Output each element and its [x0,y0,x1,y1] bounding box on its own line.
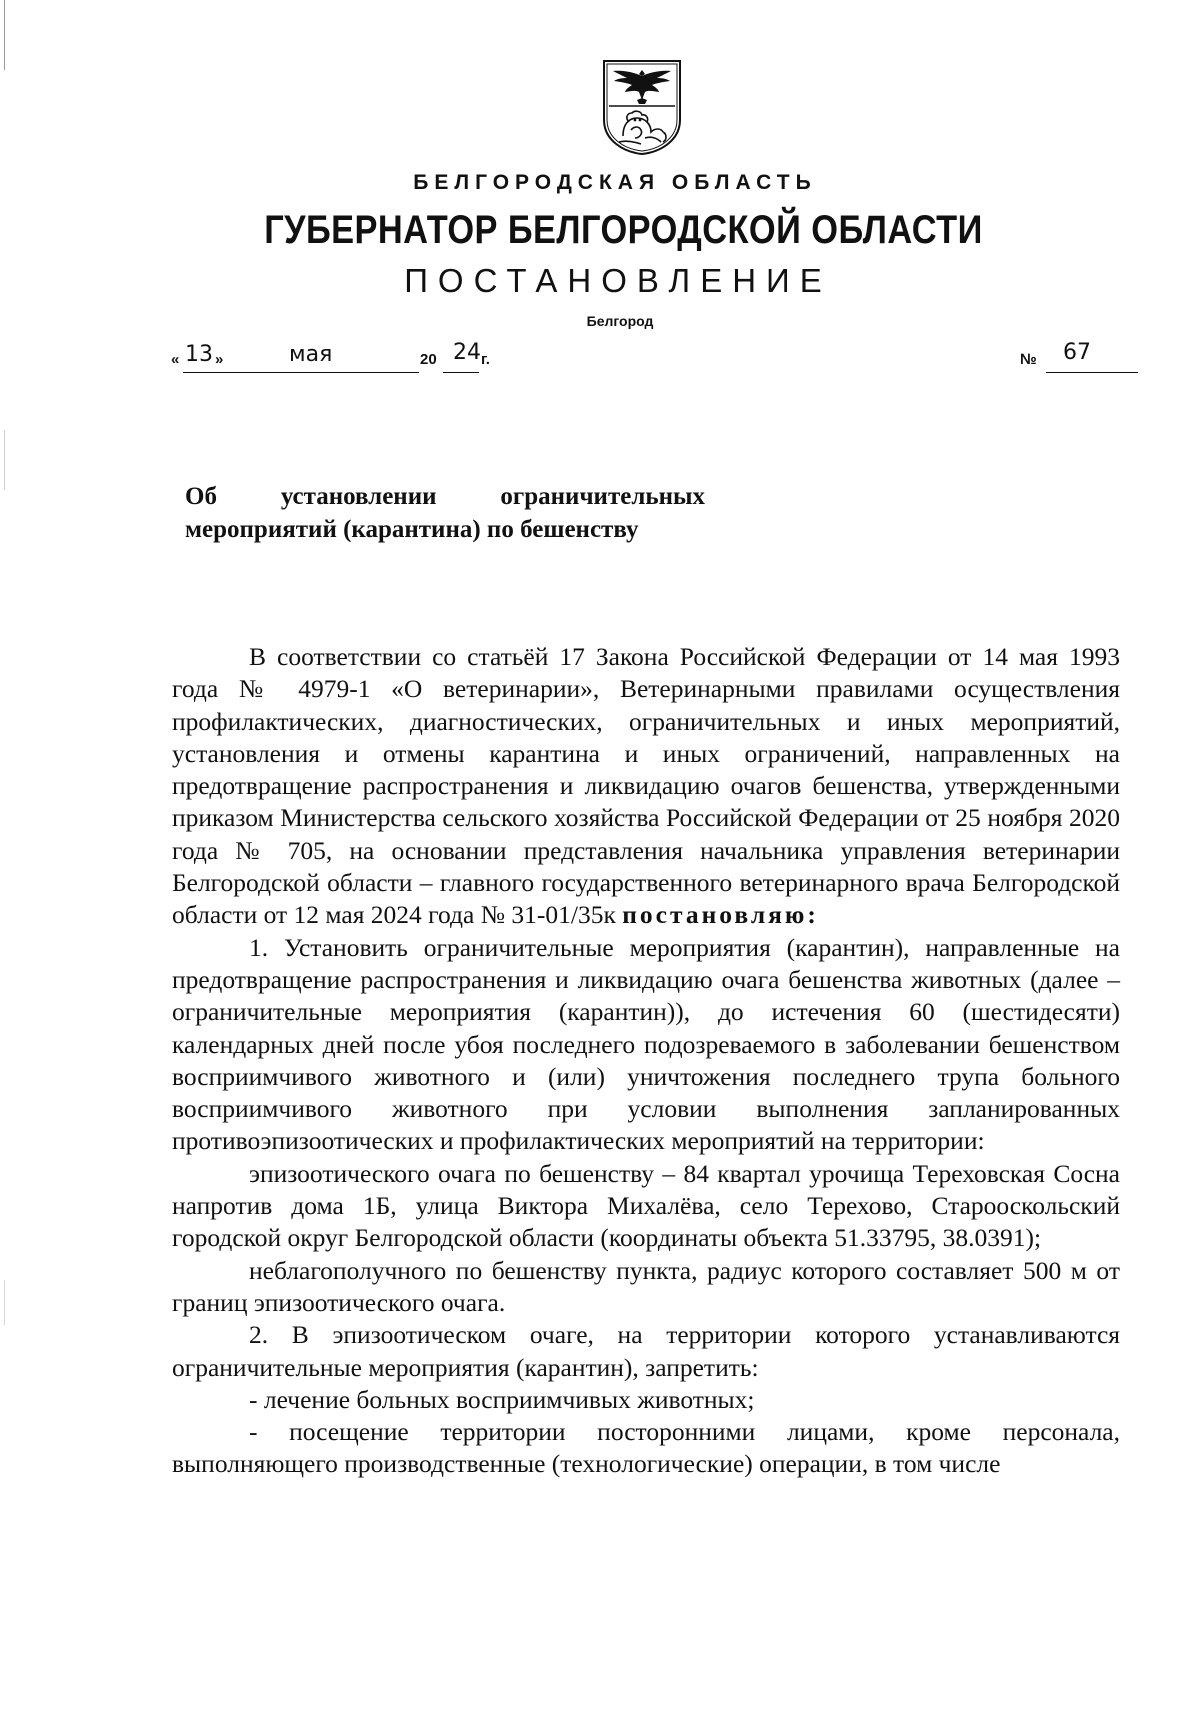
document-body [172,641,1120,1481]
prohibition-item: - посещение территории посторонними лицами, кроме персонала, выполняющего производственные (технологические) операции, в том числе [172,1417,1120,1479]
affected-area-paragraph: неблагополучного по бешенству пункта, радиус которого составляет 500 м от границ эпизоотического очага. [172,1255,1120,1317]
document-number: 67 [1063,340,1091,365]
date-year-prefix: 20 [420,351,437,368]
clause-1-paragraph: 1. Установить ограничительные мероприятия (карантин), направленные на предотвращение распространения и ликвидацию очага бешенства животных (далее – ограничительные мероприятия (карантин)), до истечения 60 (шестидесяти) календарных дней после убоя последнего подозреваемого в заболевании бешенством восприимчивого животного и (или) уничтожения последнего трупа больного восприимчивого животного при условии выполнения запланированных противоэпизоотических и профилактических мероприятий на территории: [172,932,1120,1156]
year-underline [443,372,479,373]
title-word: ограничительных [500,483,705,510]
title-line-2: мероприятий (карантина) по бешенству [185,516,639,543]
title-line-1 [185,480,705,513]
number-label: № [1020,351,1037,368]
region-name: БЕЛГОРОДСКАЯ ОБЛАСТЬ [413,171,817,194]
coat-of-arms-icon [601,58,683,156]
day-underline [183,372,247,373]
date-day: 13 [185,342,213,367]
month-underline [247,372,419,373]
preamble-text: В соответствии со статьёй 17 Закона Российской Федерации от 14 мая 1993 года № 4979-1 «О ветеринарии», Ветеринарными правилами осуществления профилактических, диагностических, ограничительных и иных мероприятий, установления и отмены карантина и иных ограничений, направленных на предотвращение распространения и ликвидацию очагов бешенства, утвержденными приказом Министерства сельского хозяйства Российской Федерации от 25 ноября 2020 года № 705, на основании представления начальника управления ветеринарии Белгородской области – главного государственного ветеринарного врача Белгородской области от 12 мая 2024 года № 31-01/35к [172,642,1120,930]
date-year-suffix: 24 [453,340,481,365]
date-month: мая [289,342,333,367]
document-type: ПОСТАНОВЛЕНИЕ [404,262,832,299]
scan-artifact [4,0,5,70]
outbreak-location-paragraph: эпизоотического очага по бешенству – 84 квартал урочища Тереховская Сосна напротив дома 1Б, улица Виктора Михалёва, село Терехово, Старооскольский городской округ Белгородской области (координаты объекта 51.33795, 38.0391); [172,1158,1120,1253]
number-underline [1046,372,1138,373]
decree-word: постановляю: [622,900,819,930]
date-year-mark: г. [481,351,490,368]
document-title [185,480,705,546]
title-word: установлении [280,483,437,510]
date-open-quote: « [171,351,180,368]
date-close-quote: » [215,351,224,368]
scan-artifact [4,1280,5,1325]
prohibition-item: - лечение больных восприимчивых животных; [249,1384,755,1414]
preamble-paragraph [172,641,1120,932]
scan-artifact [4,430,5,490]
clause-2-paragraph: 2. В эпизоотическом очаге, на территории которого устанавливаются ограничительные мероприятия (карантин), запретить: [172,1320,1120,1382]
title-word: Об [185,483,217,510]
city-name: Белгород [586,313,654,329]
authority-title: ГУБЕРНАТОР БЕЛГОРОДСКОЙ ОБЛАСТИ [264,208,983,252]
